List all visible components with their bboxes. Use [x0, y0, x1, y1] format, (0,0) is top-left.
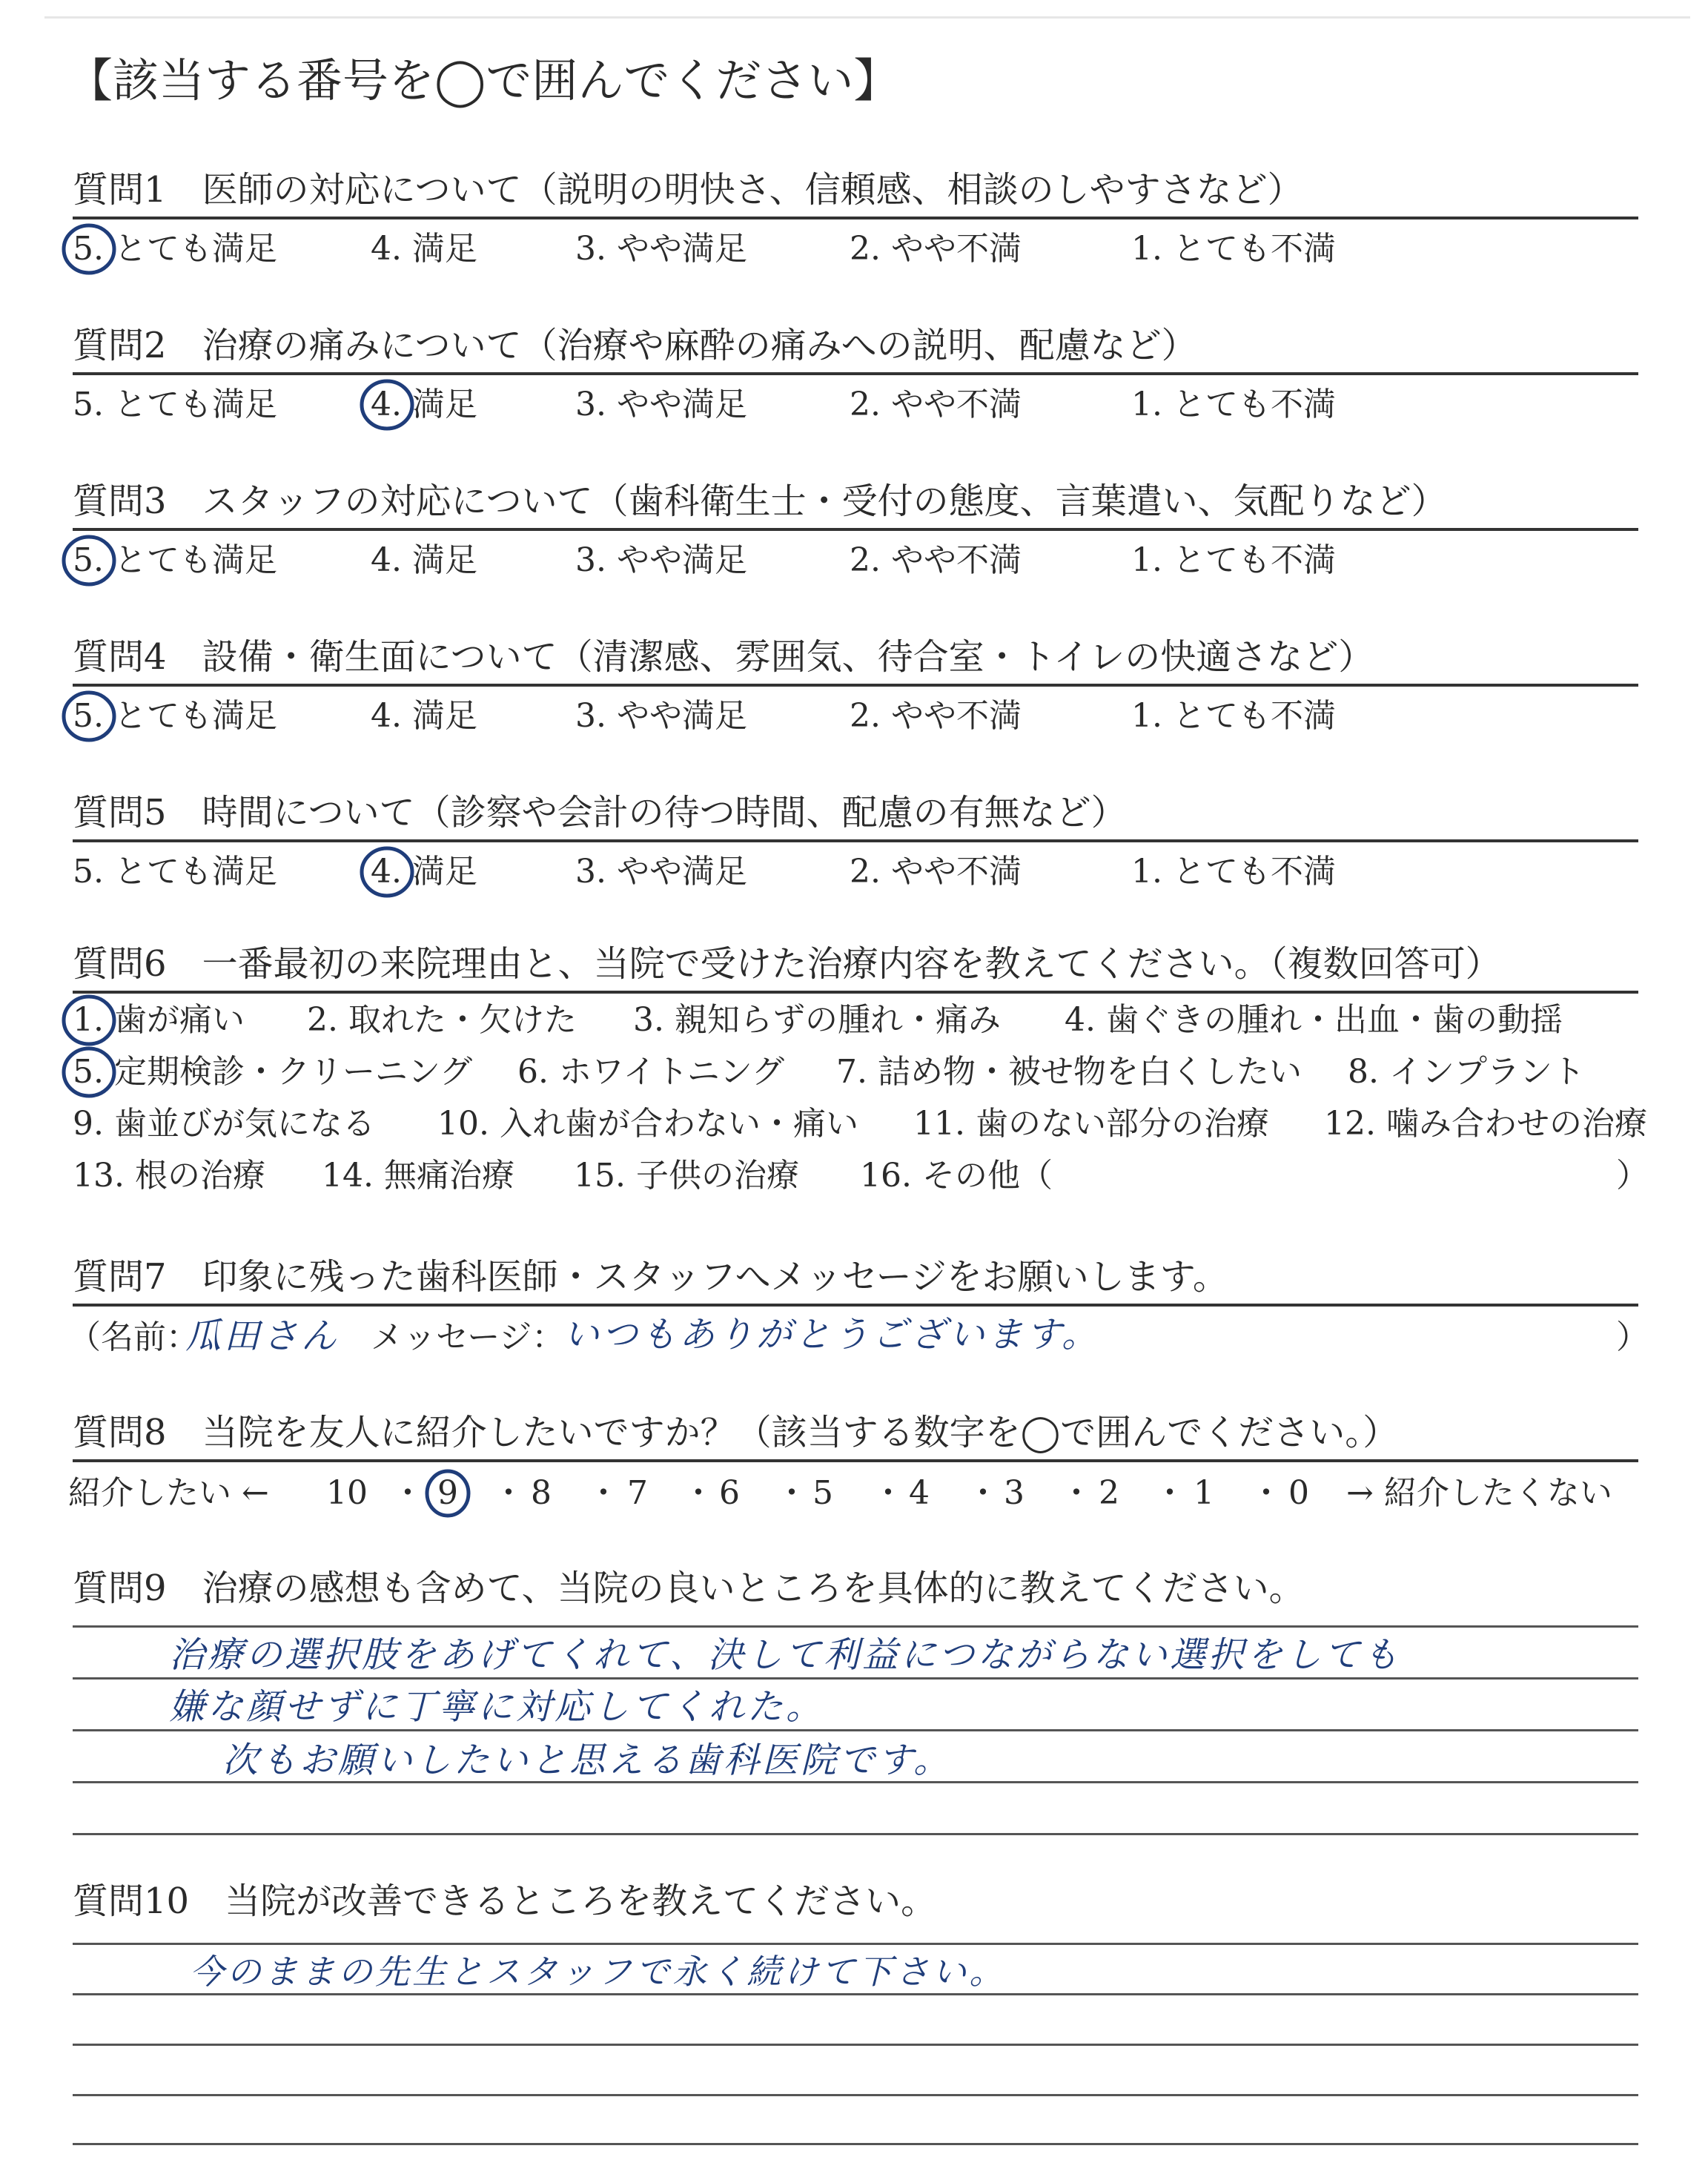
scale-number-6[interactable]: 6	[719, 1474, 740, 1512]
scale-number-1[interactable]: 1	[1194, 1474, 1214, 1512]
q6-option-9[interactable]: 9. 歯並びが気になる	[73, 1105, 375, 1143]
ruled-line	[73, 1943, 1638, 1945]
question-text: 印象に残った歯科医師・スタッフへメッセージをお願いします。	[202, 1256, 1228, 1298]
name-label: （名前：	[68, 1318, 199, 1356]
question-label: 質問4	[73, 636, 167, 678]
question-label: 質問5	[73, 792, 167, 833]
rating-option-5[interactable]: 5. とても満足	[73, 230, 277, 268]
scale-separator: ・	[492, 1474, 525, 1512]
rating-option-5[interactable]: 5. とても満足	[73, 853, 277, 891]
q6-option-11[interactable]: 11. 歯のない部分の治療	[913, 1105, 1269, 1143]
ruled-line	[73, 1993, 1638, 1995]
rating-option-1[interactable]: 1. とても不満	[1131, 541, 1336, 579]
q6-option-3[interactable]: 3. 親知らずの腫れ・痛み	[633, 1001, 1001, 1039]
scale-separator: ・	[587, 1474, 620, 1512]
question-label: 質問3	[73, 480, 167, 522]
question-label: 質問1	[73, 169, 167, 211]
rating-option-2[interactable]: 2. やや不満	[850, 853, 1022, 891]
scale-number-10[interactable]: 10	[326, 1474, 368, 1512]
scale-separator: ・	[682, 1474, 715, 1512]
q6-option-8[interactable]: 8. インプラント	[1348, 1053, 1585, 1091]
answer-line[interactable]: 今のままの先生とスタッフで永く続けて下さい。	[190, 1952, 1007, 1992]
rating-option-3[interactable]: 3. やや満足	[575, 230, 747, 268]
top-border	[44, 16, 1690, 19]
rating-option-4[interactable]: 4. 満足	[371, 541, 477, 579]
scale-number-0[interactable]: 0	[1288, 1474, 1309, 1512]
q6-option-2[interactable]: 2. 取れた・欠けた	[307, 1001, 577, 1039]
rating-option-4[interactable]: 4. 満足	[371, 230, 477, 268]
question-label: 質問2	[73, 325, 167, 366]
question-text: 設備・衛生面について（清潔感、雰囲気、待合室・トイレの快適さなど）	[202, 636, 1374, 678]
rating-option-4[interactable]: 4. 満足	[371, 386, 477, 423]
q6-option-7[interactable]: 7. 詰め物・被せ物を白くしたい	[836, 1053, 1302, 1091]
rating-option-2[interactable]: 2. やや不満	[850, 386, 1022, 423]
question-text: 治療の感想も含めて、当院の良いところを具体的に教えてください。	[202, 1568, 1305, 1609]
rating-option-4[interactable]: 4. 満足	[371, 853, 477, 891]
rating-option-1[interactable]: 1. とても不満	[1131, 386, 1336, 423]
rating-option-2[interactable]: 2. やや不満	[850, 697, 1022, 735]
q6-option-14[interactable]: 14. 無痛治療	[322, 1157, 514, 1195]
question-label: 質問9	[73, 1568, 167, 1609]
question-underline	[73, 684, 1638, 687]
q6-option-10[interactable]: 10. 入れ歯が合わない・痛い	[437, 1105, 858, 1143]
ruled-line	[73, 2094, 1638, 2096]
scale-number-2[interactable]: 2	[1099, 1474, 1119, 1512]
question-text: 時間について（診察や会計の待つ時間、配慮の有無など）	[202, 792, 1127, 833]
question-underline	[73, 1304, 1638, 1307]
question-text: 一番最初の来院理由と、当院で受けた治療内容を教えてください。（複数回答可）	[202, 943, 1501, 985]
message-value[interactable]: いつもありがとうございます。	[563, 1314, 1101, 1355]
rating-option-2[interactable]: 2. やや不満	[850, 230, 1022, 268]
question-text: 当院が改善できるところを教えてください。	[225, 1880, 937, 1922]
rating-option-3[interactable]: 3. やや満足	[575, 697, 747, 735]
scale-number-3[interactable]: 3	[1004, 1474, 1025, 1512]
ruled-line	[73, 2143, 1638, 2145]
q6-option-16[interactable]: 16. その他（	[860, 1157, 1053, 1195]
ruled-line	[73, 1781, 1638, 1783]
q6-option-6[interactable]: 6. ホワイトニング	[517, 1053, 785, 1091]
question-underline	[73, 1459, 1638, 1462]
ruled-line	[73, 1625, 1638, 1628]
q6-option-15[interactable]: 15. 子供の治療	[574, 1157, 799, 1195]
scale-separator: ・	[1250, 1474, 1282, 1512]
ruled-line	[73, 2044, 1638, 2046]
ruled-line	[73, 1677, 1638, 1680]
close-paren: ）	[1616, 1318, 1649, 1356]
question-underline	[73, 217, 1638, 219]
question-label: 質問6	[73, 943, 167, 985]
question-underline	[73, 372, 1638, 375]
answer-line[interactable]: 嫌な顔せずに丁寧に対応してくれた。	[169, 1686, 825, 1728]
other-close-paren: ）	[1616, 1157, 1649, 1195]
scale-number-4[interactable]: 4	[909, 1474, 930, 1512]
q6-option-13[interactable]: 13. 根の治療	[73, 1157, 265, 1195]
rating-option-5[interactable]: 5. とても満足	[73, 697, 277, 735]
question-text: 当院を友人に紹介したいですか？（該当する数字を◯で囲んでください。）	[202, 1412, 1399, 1453]
rating-option-3[interactable]: 3. やや満足	[575, 853, 747, 891]
answer-line[interactable]: 次もお願いしたいと思える歯科医院です。	[222, 1740, 953, 1781]
rating-option-1[interactable]: 1. とても不満	[1131, 230, 1336, 268]
scale-separator: ・	[1153, 1474, 1186, 1512]
q6-option-5[interactable]: 5. 定期検診・クリーニング	[73, 1053, 473, 1091]
scale-separator: ・	[872, 1474, 904, 1512]
answer-line[interactable]: 治療の選択肢をあげてくれて、決して利益につながらない選択をしても	[169, 1634, 1402, 1676]
scale-number-8[interactable]: 8	[531, 1474, 552, 1512]
question-label: 質問10	[73, 1880, 190, 1922]
rating-option-4[interactable]: 4. 満足	[371, 697, 477, 735]
question-label: 質問7	[73, 1256, 167, 1298]
rating-option-5[interactable]: 5. とても満足	[73, 386, 277, 423]
scale-left-label: 紹介したい ←	[68, 1474, 269, 1512]
q6-option-1[interactable]: 1. 歯が痛い	[73, 1001, 245, 1039]
question-underline	[73, 991, 1638, 994]
scale-separator: ・	[1060, 1474, 1093, 1512]
rating-option-1[interactable]: 1. とても不満	[1131, 697, 1336, 735]
ruled-line	[73, 1729, 1638, 1731]
question-label: 質問8	[73, 1412, 167, 1453]
scale-right-label: → 紹介したくない	[1346, 1474, 1612, 1512]
question-underline	[73, 839, 1638, 842]
rating-option-2[interactable]: 2. やや不満	[850, 541, 1022, 579]
scale-separator: ・	[967, 1474, 999, 1512]
rating-option-1[interactable]: 1. とても不満	[1131, 853, 1336, 891]
q6-option-4[interactable]: 4. 歯ぐきの腫れ・出血・歯の動揺	[1065, 1001, 1563, 1039]
question-text: 治療の痛みについて（治療や麻酔の痛みへの説明、配慮など）	[202, 325, 1197, 366]
question-text: スタッフの対応について（歯科衛生士・受付の態度、言葉遣い、気配りなど）	[202, 480, 1447, 522]
scale-number-7[interactable]: 7	[627, 1474, 648, 1512]
rating-option-5[interactable]: 5. とても満足	[73, 541, 277, 579]
rating-option-3[interactable]: 3. やや満足	[575, 386, 747, 423]
page-title: 【該当する番号を◯で囲んでください】	[67, 53, 900, 108]
scale-number-5[interactable]: 5	[812, 1474, 833, 1512]
question-text: 医師の対応について（説明の明快さ、信頼感、相談のしやすさなど）	[202, 169, 1303, 211]
scale-number-9[interactable]: 9	[437, 1474, 458, 1512]
ruled-line	[73, 1833, 1638, 1835]
name-value[interactable]: 瓜田さん	[185, 1315, 340, 1357]
message-label: メッセージ：	[371, 1318, 565, 1356]
rating-option-3[interactable]: 3. やや満足	[575, 541, 747, 579]
q6-option-12[interactable]: 12. 噛み合わせの治療	[1324, 1105, 1647, 1143]
scale-separator: ・	[775, 1474, 808, 1512]
scale-separator: ・	[391, 1474, 424, 1512]
question-underline	[73, 528, 1638, 531]
